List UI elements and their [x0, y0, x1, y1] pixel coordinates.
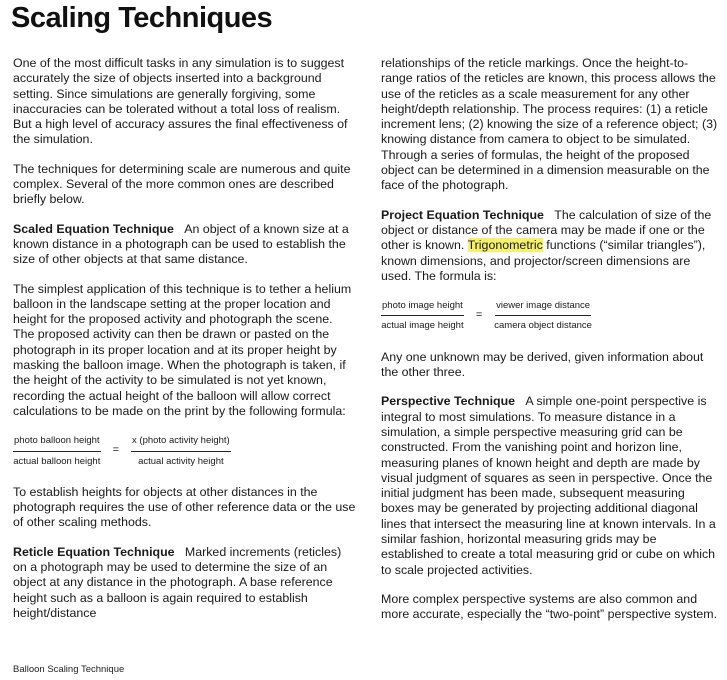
formula-numerator: photo image height [381, 298, 464, 316]
reticle-equation-heading: Reticle Equation Technique [13, 544, 175, 559]
scaled-equation-body: An object of a known size at a known distance in a photograph can be used to establish the size of other objects at that same distance. [13, 221, 349, 267]
reticle-continued-paragraph: relationships of the reticle markings. Once the height-to-range ratios of the reticles are known, this process allows the use of the reticles as a scale measurement for any other height/depth relationship. The process requires: (1) a reticle increment lens; (2) knowing the size of a reference object; (3) knowing distance from camera to object to be simulated. Through a series of formulas, the height of the proposed object can be determined in a dimension measurable on the face of the photograph. [381, 56, 718, 193]
formula-denominator: actual activity height [138, 455, 224, 467]
unknown-paragraph: Any one unknown may be derived, given information about the other three. [381, 349, 704, 380]
balloon-formula-right-fraction [131, 433, 231, 469]
project-equation-body: The calculation of size of the object or distance of the camera may be made if one or the other is known. [381, 207, 712, 253]
balloon-formula-left-fraction [13, 433, 101, 469]
figure-caption: Balloon Scaling Technique [13, 664, 125, 675]
formula-denominator: camera object distance [494, 320, 592, 332]
balloon-formula [13, 433, 356, 469]
formula-equals: = [112, 444, 120, 457]
page-title: Scaling Techniques [11, 2, 273, 34]
heights-paragraph: To establish heights for objects at other distances in the photograph requires the use of other reference data or the use of other scaling methods. [13, 484, 356, 530]
reticle-equation-section [13, 545, 356, 621]
formula-denominator: actual balloon height [13, 455, 101, 467]
formula-denominator: actual image height [381, 320, 464, 332]
scaled-equation-heading: Scaled Equation Technique [13, 221, 174, 236]
formula-equals: = [475, 309, 483, 322]
right-column [381, 56, 719, 637]
left-column [13, 56, 356, 635]
reticle-equation-body: Marked increments (reticles) on a photograph may be used to determine the size of an object at any distance in the photograph. A base reference height such as a balloon is again required to establish height/distance [13, 544, 342, 620]
project-equation-heading: Project Equation Technique [381, 207, 544, 222]
formula-numerator: viewer image distance [495, 298, 591, 316]
formula-numerator: x (photo activity height) [131, 433, 231, 451]
techniques-paragraph: The techniques for determining scale are numerous and quite complex. Several of the more common ones are described briefly below. [13, 161, 351, 207]
complex-perspective-paragraph: More complex perspective systems are also common and more accurate, especially the “two-point” perspective system. [381, 591, 718, 622]
project-equation-section [381, 208, 719, 284]
scaled-equation-section [13, 222, 356, 268]
perspective-body: A simple one-point perspective is integral to most simulations. To measure distance in a simulation, a simple perspective measuring grid can be constructed. From the vanishing point and horizon line, measuring planes of known height and depth are made by visual judgment of squares as seen in perspective. Once the initial judgment has been made, subsequent measuring boxes may be generated by projecting additional diagonal lines that intersect the measuring line at known intervals. In a similar fashion, horizontal measuring grids may be established to create a total measuring grid or cube on which to scale projected activities. [381, 394, 716, 577]
perspective-heading: Perspective Technique [381, 394, 516, 409]
intro-paragraph: One of the most difficult tasks in any simulation is to suggest accurately the size of objects inserted into a background setting. Since simulations are generally forgiving, some inaccuracies can be tolerated without a total loss of realism. But a high level of accuracy assures the final effectiveness of the simulation. [13, 56, 348, 147]
formula-numerator: photo balloon height [13, 433, 101, 451]
project-equation-body-continued: functions (“similar triangles”), known dimensions, and projector/screen dimensions are used. The formula is: [381, 238, 706, 283]
highlighted-word: Trigonometric [467, 238, 543, 253]
projection-formula-left-fraction [381, 298, 464, 334]
projection-formula-right-fraction [494, 298, 592, 334]
perspective-section [381, 394, 719, 578]
balloon-paragraph: The simplest application of this technique is to tether a helium balloon in the landscape setting at the proper location and height for the proposed activity and photograph the scene. The proposed activity can then be drawn or pasted on the photograph in its proper location and at its proper height by masking the balloon image. When the photograph is taken, if the height of the activity to be simulated is not yet known, recording the actual height of the balloon will allow correct calculations to be made on the print by the following formula: [13, 281, 352, 418]
projection-formula [381, 298, 719, 334]
